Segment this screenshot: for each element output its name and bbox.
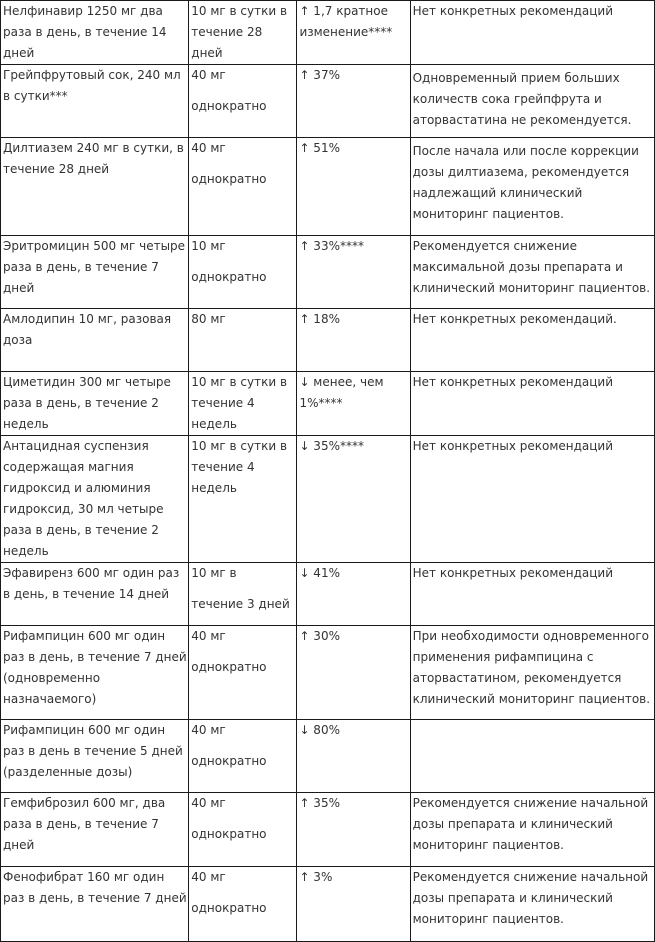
cell-change xyxy=(297,372,410,436)
drug-text: Амлодипин 10 мг, разовая доза xyxy=(3,312,172,347)
cell-drug xyxy=(1,65,189,138)
cell-recommendation xyxy=(410,65,654,138)
drug-text: Эфавиренз 600 мг один раз в день, в течение 14 дней xyxy=(3,566,180,601)
cell-drug xyxy=(1,563,189,626)
drug-text: Грейпфрутовый сок, 240 мл в сутки*** xyxy=(3,68,181,103)
table-row xyxy=(1,436,655,563)
dose-text: 10 мг в сутки в течение 4 недель xyxy=(191,375,288,431)
cell-drug xyxy=(1,1,189,65)
cell-dose xyxy=(189,309,297,372)
cell-drug xyxy=(1,138,189,236)
change-text: ↑ 35% xyxy=(299,796,340,810)
cell-dose xyxy=(189,138,297,236)
cell-recommendation xyxy=(410,372,654,436)
table-row xyxy=(1,309,655,372)
drug-text: Фенофибрат 160 мг один раз в день, в течение 7 дней xyxy=(3,870,187,905)
cell-change xyxy=(297,867,410,942)
cell-change xyxy=(297,309,410,372)
change-text: ↑ 1,7 кратное изменение**** xyxy=(299,4,393,39)
cell-change xyxy=(297,138,410,236)
drug-text: Дилтиазем 240 мг в сутки, в течение 28 дней xyxy=(3,141,184,176)
dose-text: 40 мг xyxy=(191,796,226,810)
table-row xyxy=(1,138,655,236)
table-row xyxy=(1,720,655,793)
drug-text: Циметидин 300 мг четыре раза в день, в течение 2 недель xyxy=(3,375,171,431)
cell-drug xyxy=(1,793,189,867)
drug-text: Антацидная суспензия содержащая магния гидроксид и алюминия гидроксид, 30 мл четыре раза в день, в течение 2 недель xyxy=(3,439,164,558)
recommendation-text: Нет конкретных рекомендаций xyxy=(412,375,614,389)
cell-recommendation xyxy=(410,1,654,65)
cell-change xyxy=(297,236,410,309)
dose-frequency-text: однократно xyxy=(191,270,267,284)
table-row xyxy=(1,236,655,309)
change-text: ↑ 18% xyxy=(299,312,340,326)
cell-dose xyxy=(189,65,297,138)
recommendation-text: Одновременный прием больших количеств сока грейпфрута и аторвастатина не рекомендуется. xyxy=(412,71,632,127)
cell-recommendation xyxy=(410,309,654,372)
recommendation-text: Нет конкретных рекомендаций xyxy=(412,566,614,580)
dose-text: 40 мг xyxy=(191,141,226,155)
dose-text: 10 мг в сутки в течение 4 недель xyxy=(191,439,288,495)
cell-drug xyxy=(1,626,189,720)
cell-drug xyxy=(1,372,189,436)
cell-recommendation xyxy=(410,138,654,236)
cell-dose xyxy=(189,720,297,793)
cell-recommendation xyxy=(410,720,654,793)
dose-frequency-text: однократно xyxy=(191,827,267,841)
dose-frequency-text: течение 3 дней xyxy=(191,597,290,611)
change-text: ↑ 33%**** xyxy=(299,239,364,253)
recommendation-text: Нет конкретных рекомендаций xyxy=(412,439,614,453)
cell-change xyxy=(297,720,410,793)
recommendation-text: Нет конкретных рекомендаций. xyxy=(412,312,617,326)
recommendation-text: Рекомендуется снижение начальной дозы препарата и клинический мониторинг пациентов. xyxy=(412,796,649,852)
cell-recommendation xyxy=(410,793,654,867)
cell-dose xyxy=(189,1,297,65)
dose-text: 40 мг xyxy=(191,723,226,737)
recommendation-text: Рекомендуется снижение начальной дозы препарата и клинический мониторинг пациентов. xyxy=(412,870,649,926)
cell-recommendation xyxy=(410,867,654,942)
cell-drug xyxy=(1,867,189,942)
cell-change xyxy=(297,436,410,563)
cell-drug xyxy=(1,436,189,563)
cell-change xyxy=(297,1,410,65)
cell-change xyxy=(297,65,410,138)
drug-text: Рифампицин 600 мг один раз в день в течение 5 дней (разделенные дозы) xyxy=(3,723,183,779)
dose-text: 10 мг в сутки в течение 28 дней xyxy=(191,4,288,60)
cell-drug xyxy=(1,720,189,793)
cell-recommendation xyxy=(410,563,654,626)
dose-text: 80 мг xyxy=(191,312,226,326)
cell-recommendation xyxy=(410,236,654,309)
cell-dose xyxy=(189,626,297,720)
change-text: ↓ 41% xyxy=(299,566,340,580)
change-text: ↑ 3% xyxy=(299,870,333,884)
cell-dose xyxy=(189,793,297,867)
dose-frequency-text: однократно xyxy=(191,660,267,674)
cell-dose xyxy=(189,867,297,942)
drug-text: Нелфинавир 1250 мг два раза в день, в течение 14 дней xyxy=(3,4,167,60)
table-row xyxy=(1,372,655,436)
cell-change xyxy=(297,563,410,626)
cell-dose xyxy=(189,236,297,309)
dose-frequency-text: однократно xyxy=(191,172,267,186)
drug-text: Гемфиброзил 600 мг, два раза в день, в течение 7 дней xyxy=(3,796,166,852)
cell-change xyxy=(297,793,410,867)
change-text: ↓ менее, чем 1%**** xyxy=(299,375,384,410)
dose-text: 40 мг xyxy=(191,629,226,643)
cell-change xyxy=(297,626,410,720)
dose-frequency-text: однократно xyxy=(191,754,267,768)
table-row xyxy=(1,626,655,720)
drug-text: Эритромицин 500 мг четыре раза в день, в течение 7 дней xyxy=(3,239,186,295)
table-row xyxy=(1,563,655,626)
recommendation-text: Нет конкретных рекомендаций xyxy=(412,4,614,18)
dose-text: 10 мг xyxy=(191,239,226,253)
cell-drug xyxy=(1,236,189,309)
dose-text: 40 мг xyxy=(191,870,226,884)
dose-frequency-text: однократно xyxy=(191,99,267,113)
dose-frequency-text: однократно xyxy=(191,901,267,915)
table-row xyxy=(1,793,655,867)
drug-text: Рифампицин 600 мг один раз в день, в течение 7 дней (одновременно назначаемого) xyxy=(3,629,187,706)
change-text: ↓ 35%**** xyxy=(299,439,364,453)
recommendation-text: После начала или после коррекции дозы дилтиазема, рекомендуется надлежащий клинический мониторинг пациентов. xyxy=(412,144,639,221)
change-text: ↓ 80% xyxy=(299,723,340,737)
table-row xyxy=(1,867,655,942)
cell-drug xyxy=(1,309,189,372)
dose-text: 40 мг xyxy=(191,68,226,82)
cell-recommendation xyxy=(410,626,654,720)
change-text: ↑ 51% xyxy=(299,141,340,155)
dose-text: 10 мг в xyxy=(191,566,237,580)
table-row xyxy=(1,1,655,65)
table-row xyxy=(1,65,655,138)
recommendation-text: Рекомендуется снижение максимальной дозы препарата и клинический мониторинг пациентов. xyxy=(412,239,651,295)
recommendation-text: При необходимости одновременного применения рифампицина с аторвастатином, рекомендуется клинический мониторинг пациентов. xyxy=(412,629,651,706)
cell-dose xyxy=(189,436,297,563)
cell-dose xyxy=(189,563,297,626)
table-body xyxy=(1,1,655,942)
change-text: ↑ 30% xyxy=(299,629,340,643)
cell-dose xyxy=(189,372,297,436)
cell-recommendation xyxy=(410,436,654,563)
change-text: ↑ 37% xyxy=(299,68,340,82)
